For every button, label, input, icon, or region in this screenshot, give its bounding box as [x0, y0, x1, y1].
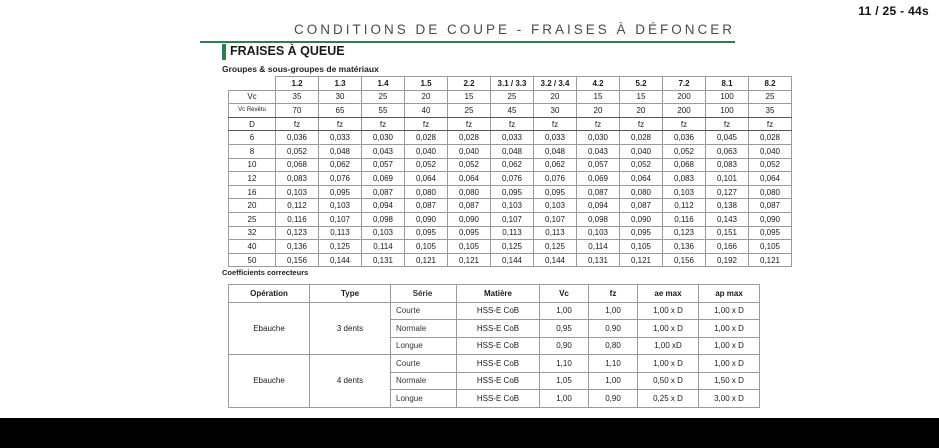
data-cell: 0,040 [448, 144, 491, 158]
data-cell: 0,103 [577, 226, 620, 240]
coef-header-cell: Type [310, 285, 391, 303]
table-row [229, 172, 792, 186]
data-cell: 0,036 [276, 131, 319, 145]
data-cell: 0,151 [706, 226, 749, 240]
coef-row [229, 302, 760, 320]
data-cell: 0,103 [319, 199, 362, 213]
data-cell: 0,057 [577, 158, 620, 172]
row-label-cell: 32 [229, 226, 276, 240]
cutting-conditions-table [228, 76, 792, 267]
coef-vc-cell: 1,05 [540, 372, 589, 390]
group-header-cell: 4.2 [577, 77, 620, 91]
data-cell: 55 [362, 104, 405, 118]
data-cell: 0,123 [663, 226, 706, 240]
data-cell: fz [620, 117, 663, 131]
data-cell: 0,036 [663, 131, 706, 145]
coef-fz-cell: 1,10 [589, 355, 638, 373]
data-cell: 0,112 [276, 199, 319, 213]
group-header-cell: 1.5 [405, 77, 448, 91]
data-cell: 0,076 [319, 172, 362, 186]
data-cell: 0,052 [276, 144, 319, 158]
coef-fz-cell: 1,00 [589, 302, 638, 320]
coef-vc-cell: 1,00 [540, 390, 589, 408]
data-cell: 0,107 [534, 212, 577, 226]
data-cell: 0,033 [534, 131, 577, 145]
data-cell: 0,045 [706, 131, 749, 145]
coef-header-row [229, 285, 760, 303]
coef-vc-cell: 0,95 [540, 320, 589, 338]
data-cell: 0,121 [405, 253, 448, 267]
data-cell: 0,095 [319, 185, 362, 199]
data-cell: 0,040 [405, 144, 448, 158]
data-cell: 0,064 [448, 172, 491, 186]
data-cell: 15 [577, 90, 620, 104]
data-cell: 0,062 [319, 158, 362, 172]
row-label-cell: Vc Revêtu [229, 104, 276, 118]
row-label-cell: 6 [229, 131, 276, 145]
table-row [229, 253, 792, 267]
data-cell: 200 [663, 104, 706, 118]
data-cell: 0,136 [663, 240, 706, 254]
data-cell: 0,131 [362, 253, 405, 267]
row-label-cell: 8 [229, 144, 276, 158]
data-cell: 0,080 [448, 185, 491, 199]
data-cell: 0,103 [276, 185, 319, 199]
coef-matiere-cell: HSS-E CoB [457, 355, 540, 373]
data-cell: 0,062 [534, 158, 577, 172]
data-cell: 0,098 [362, 212, 405, 226]
data-cell: 0,125 [491, 240, 534, 254]
data-cell: 0,095 [534, 185, 577, 199]
data-cell: 0,113 [534, 226, 577, 240]
data-cell: 0,090 [448, 212, 491, 226]
coef-ap-max-cell: 1,00 x D [699, 302, 760, 320]
data-cell: 0,095 [448, 226, 491, 240]
coef-serie-cell: Courte [391, 302, 457, 320]
data-cell: 20 [534, 90, 577, 104]
data-cell: 20 [405, 90, 448, 104]
data-cell: 0,069 [577, 172, 620, 186]
data-cell: 0,052 [405, 158, 448, 172]
table-header-row [229, 77, 792, 91]
coef-matiere-cell: HSS-E CoB [457, 337, 540, 355]
coef-serie-cell: Normale [391, 372, 457, 390]
data-cell: 0,114 [362, 240, 405, 254]
table-row [229, 226, 792, 240]
section-accent-bar [222, 44, 226, 60]
data-cell: fz [362, 117, 405, 131]
coef-ap-max-cell: 3,00 x D [699, 390, 760, 408]
table-row [229, 185, 792, 199]
coef-matiere-cell: HSS-E CoB [457, 302, 540, 320]
coef-serie-cell: Longue [391, 337, 457, 355]
coef-fz-cell: 0,90 [589, 320, 638, 338]
data-cell: 0,080 [405, 185, 448, 199]
coef-vc-cell: 1,10 [540, 355, 589, 373]
data-cell: 0,113 [319, 226, 362, 240]
coef-matiere-cell: HSS-E CoB [457, 390, 540, 408]
data-cell: 0,121 [448, 253, 491, 267]
coef-header-cell: fz [589, 285, 638, 303]
data-cell: 25 [448, 104, 491, 118]
table-row [229, 104, 792, 118]
data-cell: 0,043 [577, 144, 620, 158]
group-header-cell: 3.2 / 3.4 [534, 77, 577, 91]
data-cell: 0,113 [491, 226, 534, 240]
data-cell: fz [319, 117, 362, 131]
data-cell: 0,166 [706, 240, 749, 254]
data-cell: 0,116 [276, 212, 319, 226]
coef-fz-cell: 0,80 [589, 337, 638, 355]
coef-header-cell: ap max [699, 285, 760, 303]
data-cell: 0,063 [706, 144, 749, 158]
data-cell: 0,083 [663, 172, 706, 186]
coef-operation-cell: Ebauche [229, 355, 310, 408]
data-cell: 30 [319, 90, 362, 104]
data-cell: 0,127 [706, 185, 749, 199]
table-row [229, 240, 792, 254]
data-cell: 0,107 [491, 212, 534, 226]
data-cell: 0,123 [276, 226, 319, 240]
data-cell: 0,144 [491, 253, 534, 267]
data-cell: 0,136 [276, 240, 319, 254]
data-cell: 15 [620, 90, 663, 104]
data-cell: 100 [706, 90, 749, 104]
data-cell: 25 [491, 90, 534, 104]
group-header-cell: 1.4 [362, 77, 405, 91]
data-cell: 0,068 [663, 158, 706, 172]
coef-ap-max-cell: 1,50 x D [699, 372, 760, 390]
data-cell: 20 [577, 104, 620, 118]
coef-header-cell: Vc [540, 285, 589, 303]
data-cell: 0,156 [663, 253, 706, 267]
data-cell: 0,105 [620, 240, 663, 254]
data-cell: 0,052 [749, 158, 792, 172]
slide-counter: 11 / 25 - 44s [858, 4, 929, 18]
data-cell: fz [663, 117, 706, 131]
group-header-cell: 7.2 [663, 77, 706, 91]
data-cell: 0,121 [749, 253, 792, 267]
data-cell: 0,076 [491, 172, 534, 186]
coef-header-cell: Opération [229, 285, 310, 303]
data-cell: 15 [448, 90, 491, 104]
data-cell: 0,087 [749, 199, 792, 213]
group-header-cell: 2.2 [448, 77, 491, 91]
data-cell: 0,095 [620, 226, 663, 240]
data-cell: 0,090 [749, 212, 792, 226]
data-cell: 0,057 [362, 158, 405, 172]
coef-ae-max-cell: 1,00 x D [638, 302, 699, 320]
data-cell: 0,028 [749, 131, 792, 145]
section-band [222, 44, 734, 60]
data-cell: 0,112 [663, 199, 706, 213]
data-cell: 0,052 [663, 144, 706, 158]
data-cell: 0,068 [276, 158, 319, 172]
table-row [229, 199, 792, 213]
data-cell: 0,103 [534, 199, 577, 213]
data-cell: 0,064 [405, 172, 448, 186]
data-cell: 0,083 [276, 172, 319, 186]
coef-type-cell: 3 dents [310, 302, 391, 355]
data-cell: 0,103 [491, 199, 534, 213]
data-cell: 0,138 [706, 199, 749, 213]
coef-ap-max-cell: 1,00 x D [699, 320, 760, 338]
row-label-cell: 50 [229, 253, 276, 267]
data-cell: 0,156 [276, 253, 319, 267]
data-cell: 0,192 [706, 253, 749, 267]
data-cell: 0,098 [577, 212, 620, 226]
data-cell: 0,090 [405, 212, 448, 226]
row-label-cell: 40 [229, 240, 276, 254]
data-cell: 40 [405, 104, 448, 118]
data-cell: 0,131 [577, 253, 620, 267]
data-cell: 0,121 [620, 253, 663, 267]
data-cell: 0,052 [620, 158, 663, 172]
coef-ae-max-cell: 0,25 x D [638, 390, 699, 408]
coef-ae-max-cell: 0,50 x D [638, 372, 699, 390]
data-cell: 0,087 [405, 199, 448, 213]
data-cell: fz [749, 117, 792, 131]
row-label-cell: 12 [229, 172, 276, 186]
group-header-cell: 1.3 [319, 77, 362, 91]
coefficients-caption: Coefficients correcteurs [222, 268, 309, 277]
header-divider [200, 41, 735, 43]
data-cell: 35 [749, 104, 792, 118]
coef-vc-cell: 1,00 [540, 302, 589, 320]
coef-operation-cell: Ebauche [229, 302, 310, 355]
data-cell: 65 [319, 104, 362, 118]
coef-ae-max-cell: 1,00 x D [638, 320, 699, 338]
data-cell: 0,087 [448, 199, 491, 213]
data-cell: 0,095 [491, 185, 534, 199]
data-cell: 20 [620, 104, 663, 118]
data-cell: 0,040 [620, 144, 663, 158]
coef-header-cell: Série [391, 285, 457, 303]
coef-ae-max-cell: 1,00 xD [638, 337, 699, 355]
coef-vc-cell: 0,90 [540, 337, 589, 355]
header-corner-cell [229, 77, 276, 91]
data-cell: 0,043 [362, 144, 405, 158]
data-cell: 0,103 [663, 185, 706, 199]
data-cell: fz [405, 117, 448, 131]
data-cell: fz [448, 117, 491, 131]
data-cell: 0,087 [362, 185, 405, 199]
data-cell: 0,052 [448, 158, 491, 172]
data-cell: 25 [362, 90, 405, 104]
coef-matiere-cell: HSS-E CoB [457, 320, 540, 338]
coef-header-cell: Matière [457, 285, 540, 303]
data-cell: 0,048 [319, 144, 362, 158]
data-cell: 0,064 [749, 172, 792, 186]
data-cell: 25 [749, 90, 792, 104]
correction-coefficients-table [228, 284, 760, 408]
data-cell: 0,143 [706, 212, 749, 226]
data-cell: 0,048 [534, 144, 577, 158]
row-label-cell: D [229, 117, 276, 131]
data-cell: 0,090 [620, 212, 663, 226]
data-cell: 0,094 [577, 199, 620, 213]
data-cell: 0,030 [362, 131, 405, 145]
data-cell: 0,144 [534, 253, 577, 267]
table-row [229, 212, 792, 226]
data-cell: 0,125 [534, 240, 577, 254]
data-cell: 100 [706, 104, 749, 118]
group-header-cell: 5.2 [620, 77, 663, 91]
data-cell: 0,095 [405, 226, 448, 240]
data-cell: 0,028 [448, 131, 491, 145]
data-cell: 0,062 [491, 158, 534, 172]
data-cell: 0,107 [319, 212, 362, 226]
row-label-cell: 16 [229, 185, 276, 199]
data-cell: 0,076 [534, 172, 577, 186]
data-cell: 70 [276, 104, 319, 118]
data-cell: 0,116 [663, 212, 706, 226]
data-cell: 0,105 [448, 240, 491, 254]
table-row [229, 117, 792, 131]
group-header-cell: 1.2 [276, 77, 319, 91]
data-cell: 0,105 [405, 240, 448, 254]
group-header-cell: 8.1 [706, 77, 749, 91]
data-cell: 30 [534, 104, 577, 118]
data-cell: 0,080 [620, 185, 663, 199]
coef-matiere-cell: HSS-E CoB [457, 372, 540, 390]
data-cell: 35 [276, 90, 319, 104]
data-cell: 0,087 [620, 199, 663, 213]
coef-fz-cell: 0,90 [589, 390, 638, 408]
data-cell: 0,094 [362, 199, 405, 213]
row-label-cell: 25 [229, 212, 276, 226]
data-cell: 0,105 [749, 240, 792, 254]
coef-serie-cell: Longue [391, 390, 457, 408]
data-cell: 0,125 [319, 240, 362, 254]
groups-caption: Groupes & sous-groupes de matériaux [222, 64, 379, 74]
data-cell: 0,030 [577, 131, 620, 145]
data-cell: 0,083 [706, 158, 749, 172]
table-row [229, 144, 792, 158]
row-label-cell: 20 [229, 199, 276, 213]
data-cell: 45 [491, 104, 534, 118]
table-row [229, 90, 792, 104]
data-cell: 0,064 [620, 172, 663, 186]
slide-header [200, 22, 735, 43]
coef-fz-cell: 1,00 [589, 372, 638, 390]
data-cell: 0,033 [319, 131, 362, 145]
data-cell: 0,095 [749, 226, 792, 240]
data-cell: fz [491, 117, 534, 131]
table-row [229, 131, 792, 145]
group-header-cell: 8.2 [749, 77, 792, 91]
data-cell: 0,144 [319, 253, 362, 267]
page-title: CONDITIONS DE COUPE - FRAISES À DÉFONCER [293, 22, 735, 37]
data-cell: fz [534, 117, 577, 131]
coef-type-cell: 4 dents [310, 355, 391, 408]
coef-ap-max-cell: 1,00 x D [699, 337, 760, 355]
coef-header-cell: ae max [638, 285, 699, 303]
data-cell: 0,028 [405, 131, 448, 145]
data-cell: fz [577, 117, 620, 131]
data-cell: 0,048 [491, 144, 534, 158]
coef-serie-cell: Normale [391, 320, 457, 338]
group-header-cell: 3.1 / 3.3 [491, 77, 534, 91]
data-cell: 0,080 [749, 185, 792, 199]
coef-serie-cell: Courte [391, 355, 457, 373]
data-cell: fz [276, 117, 319, 131]
data-cell: 0,103 [362, 226, 405, 240]
data-cell: 0,028 [620, 131, 663, 145]
coef-ae-max-cell: 1,00 x D [638, 355, 699, 373]
data-cell: 0,069 [362, 172, 405, 186]
data-cell: 0,087 [577, 185, 620, 199]
data-cell: 200 [663, 90, 706, 104]
coef-ap-max-cell: 1,00 x D [699, 355, 760, 373]
row-label-cell: Vc [229, 90, 276, 104]
data-cell: 0,114 [577, 240, 620, 254]
table-row [229, 158, 792, 172]
coef-row [229, 355, 760, 373]
section-title: FRAISES À QUEUE [230, 44, 345, 58]
data-cell: fz [706, 117, 749, 131]
data-cell: 0,101 [706, 172, 749, 186]
row-label-cell: 10 [229, 158, 276, 172]
data-cell: 0,033 [491, 131, 534, 145]
data-cell: 0,040 [749, 144, 792, 158]
